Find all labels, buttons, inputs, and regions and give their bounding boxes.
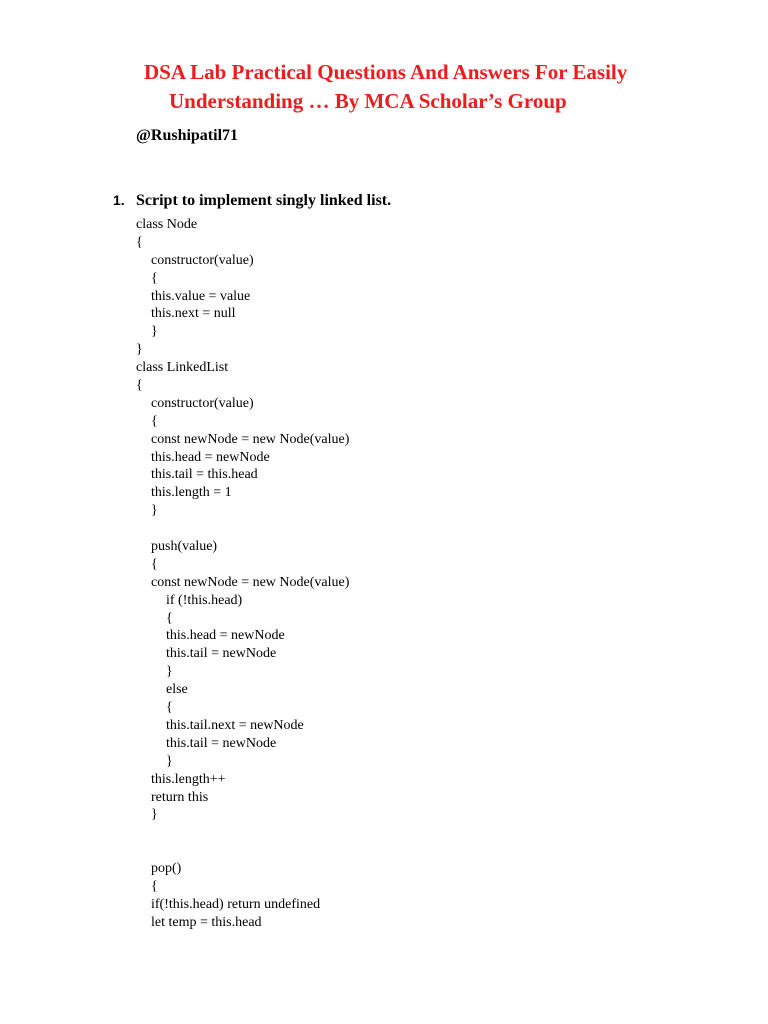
code-line: } [166,753,173,769]
code-blank-line [136,842,349,860]
section-heading: Script to implement singly linked list. [136,192,392,209]
code-line: this.head = newNode [151,449,270,465]
code-line: this.tail = newNode [166,735,277,751]
code-line: return this [151,789,209,805]
code-line: if (!this.head) [166,592,243,608]
code-blank-line [136,824,349,842]
code-line: class Node [136,217,198,232]
code-line: { [136,378,143,394]
code-line: else [166,682,188,698]
code-line: { [151,556,158,572]
code-blank-line [136,520,349,538]
code-line: this.head = newNode [166,628,285,644]
author-handle: @Rushipatil71 [136,127,239,144]
code-line: const newNode = new Node(value) [151,431,350,447]
code-line: } [151,503,158,519]
code-line: const newNode = new Node(value) [151,574,350,590]
code-line: { [151,413,158,429]
section-number: 1. [113,192,125,208]
code-line: this.length = 1 [151,485,232,501]
document-title-line-2: Understanding … By MCA Scholar’s Group [169,89,567,113]
code-line: this.tail.next = newNode [166,717,304,733]
code-line: } [136,342,143,358]
code-line: push(value) [151,539,218,555]
code-line: { [151,270,158,286]
code-line: } [151,807,158,823]
code-line: class LinkedList [136,360,229,376]
code-line: { [166,700,173,716]
code-line: { [151,878,158,894]
code-line: let temp = this.head [151,914,262,930]
code-line: { [136,234,143,250]
code-line: constructor(value) [151,252,254,268]
document-title-line-1: DSA Lab Practical Questions And Answers For Easily [144,60,628,84]
code-line: this.value = value [151,288,251,304]
code-line: if(!this.head) return undefined [151,896,321,912]
code-line: this.tail = this.head [151,467,258,483]
code-line: this.length++ [151,771,226,787]
code-line: } [166,664,173,680]
code-line: this.tail = newNode [166,646,277,662]
code-line: { [166,610,173,626]
code-line: pop() [151,861,182,877]
code-line: } [151,324,158,340]
code-line: constructor(value) [151,395,254,411]
code-line: this.next = null [151,306,236,322]
code-listing [136,216,349,932]
